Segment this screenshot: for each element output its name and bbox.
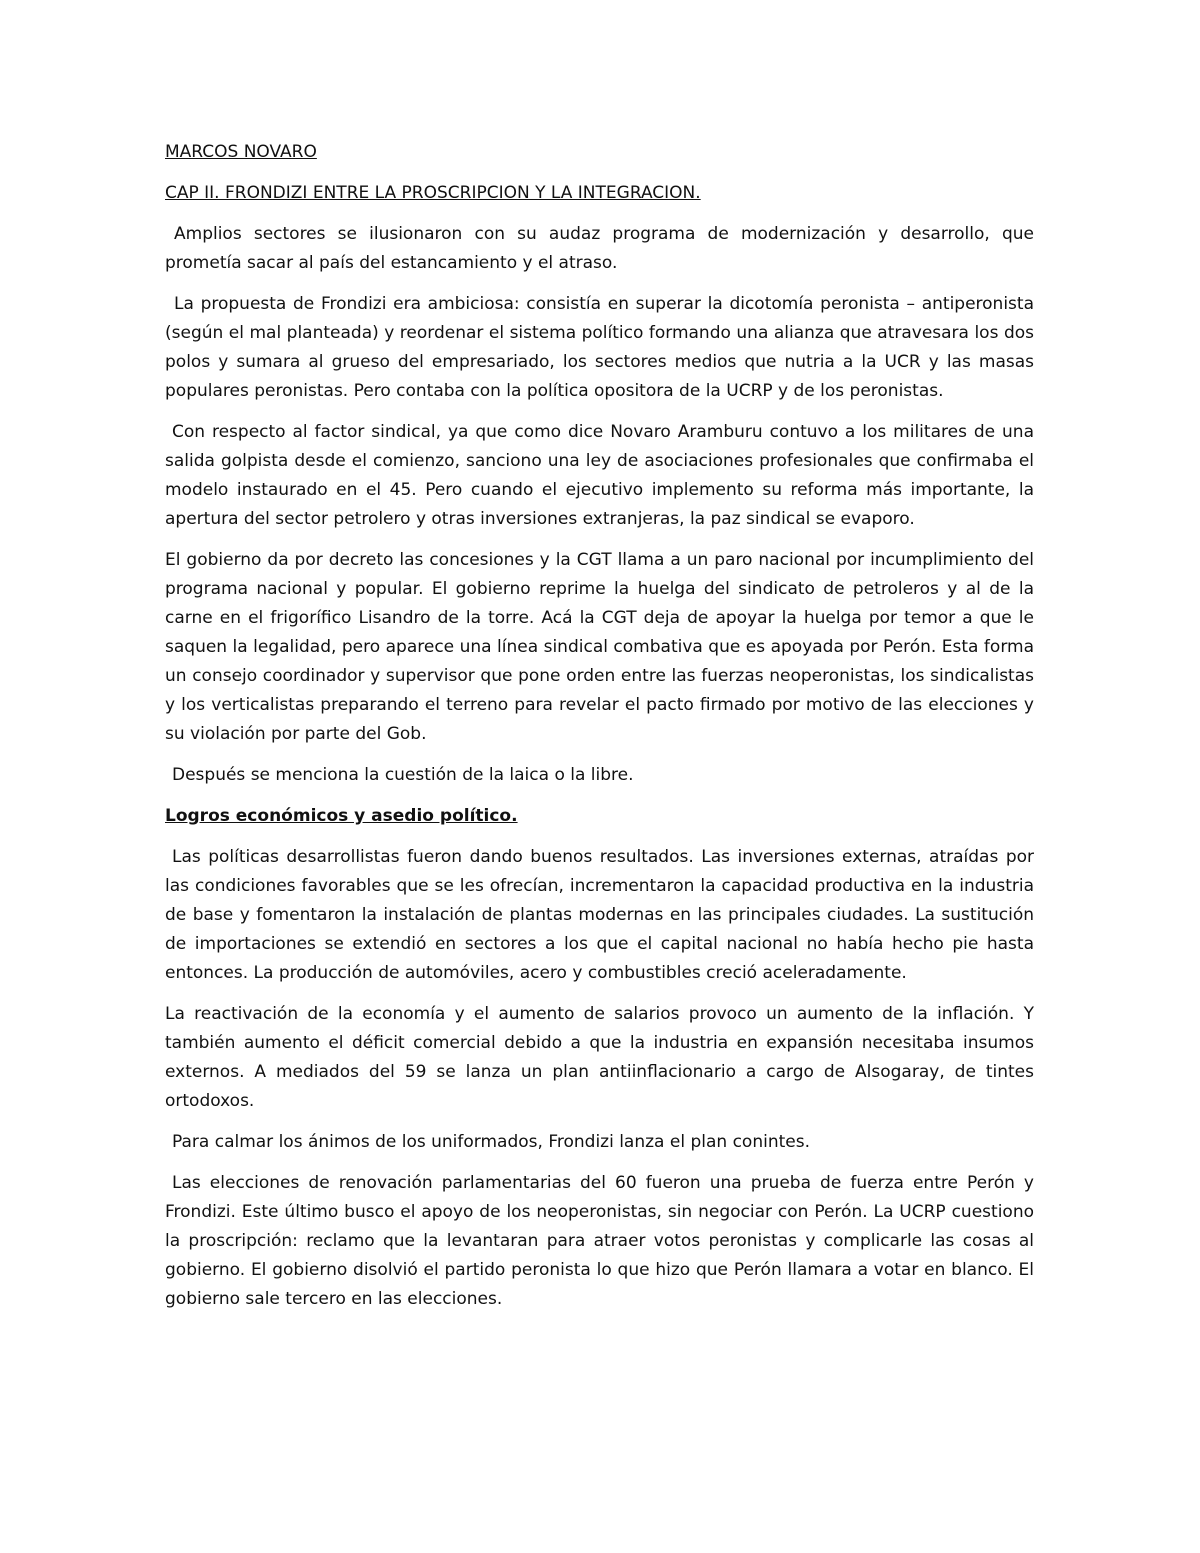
paragraph: Con respecto al factor sindical, ya que como dice Novaro Aramburu contuvo a los militares de una salida golpista desde el comienzo, sanciono una ley de asociaciones profesionales que confirmaba el modelo instaurado en el 45. Pero cuando el ejecutivo implemento su reforma más importante, la apertura del sector petrolero y otras inversiones extranjeras, la paz sindical se evaporo. <box>165 422 1034 529</box>
paragraph: La reactivación de la economía y el aumento de salarios provoco un aumento de la inflación. Y también aumento el déficit comercial debido a que la industria en expansión necesitaba insumos externos. A mediados del 59 se lanza un plan antiinflacionario a cargo de Alsogaray, de tintes ortodoxos. <box>165 1004 1034 1111</box>
paragraph: El gobierno da por decreto las concesiones y la CGT llama a un paro nacional por incumplimiento del programa nacional y popular. El gobierno reprime la huelga del sindicato de petroleros y al de la carne en el frigorífico Lisandro de la torre. Acá la CGT deja de apoyar la huelga por temor a que le saquen la legalidad, pero aparece una línea sindical combativa que es apoyada por Perón. Esta forma un consejo coordinador y supervisor que pone orden entre las fuerzas neoperonistas, los sindicalistas y los verticalistas preparando el terreno para revelar el pacto firmado por motivo de las elecciones y su violación por parte del Gob. <box>165 550 1034 744</box>
paragraph: Amplios sectores se ilusionaron con su audaz programa de modernización y desarrollo, que prometía sacar al país del estancamiento y el atraso. <box>165 224 1034 273</box>
paragraph: La propuesta de Frondizi era ambiciosa: consistía en superar la dicotomía peronista – antiperonista (según el mal planteada) y reordenar el sistema político formando una alianza que atravesara los dos polos y sumara al grueso del empresariado, los sectores medios que nutria a la UCR y las masas populares peronistas. Pero contaba con la política opositora de la UCRP y de los peronistas. <box>165 294 1034 401</box>
paragraph: Después se menciona la cuestión de la laica o la libre. <box>172 765 634 785</box>
author-heading: MARCOS NOVARO <box>165 142 317 162</box>
paragraph: Las elecciones de renovación parlamentarias del 60 fueron una prueba de fuerza entre Perón y Frondizi. Este último busco el apoyo de los neoperonistas, sin negociar con Perón. La UCRP cuestiono la proscripción: reclamo que la levantaran para atraer votos peronistas y complicarle las cosas al gobierno. El gobierno disolvió el partido peronista lo que hizo que Perón llamara a votar en blanco. El gobierno sale tercero en las elecciones. <box>165 1173 1034 1309</box>
chapter-title: CAP II. FRONDIZI ENTRE LA PROSCRIPCION Y LA INTEGRACION. <box>165 183 701 203</box>
document-page <box>165 138 1034 1326</box>
paragraph: Para calmar los ánimos de los uniformados, Frondizi lanza el plan conintes. <box>172 1132 810 1152</box>
paragraph: Las políticas desarrollistas fueron dando buenos resultados. Las inversiones externas, atraídas por las condiciones favorables que se les ofrecían, incrementaron la capacidad productiva en la industria de base y fomentaron la instalación de plantas modernas en las principales ciudades. La sustitución de importaciones se extendió en sectores a los que el capital nacional no había hecho pie hasta entonces. La producción de automóviles, acero y combustibles creció aceleradamente. <box>165 847 1034 983</box>
section-title: Logros económicos y asedio político. <box>165 806 518 826</box>
